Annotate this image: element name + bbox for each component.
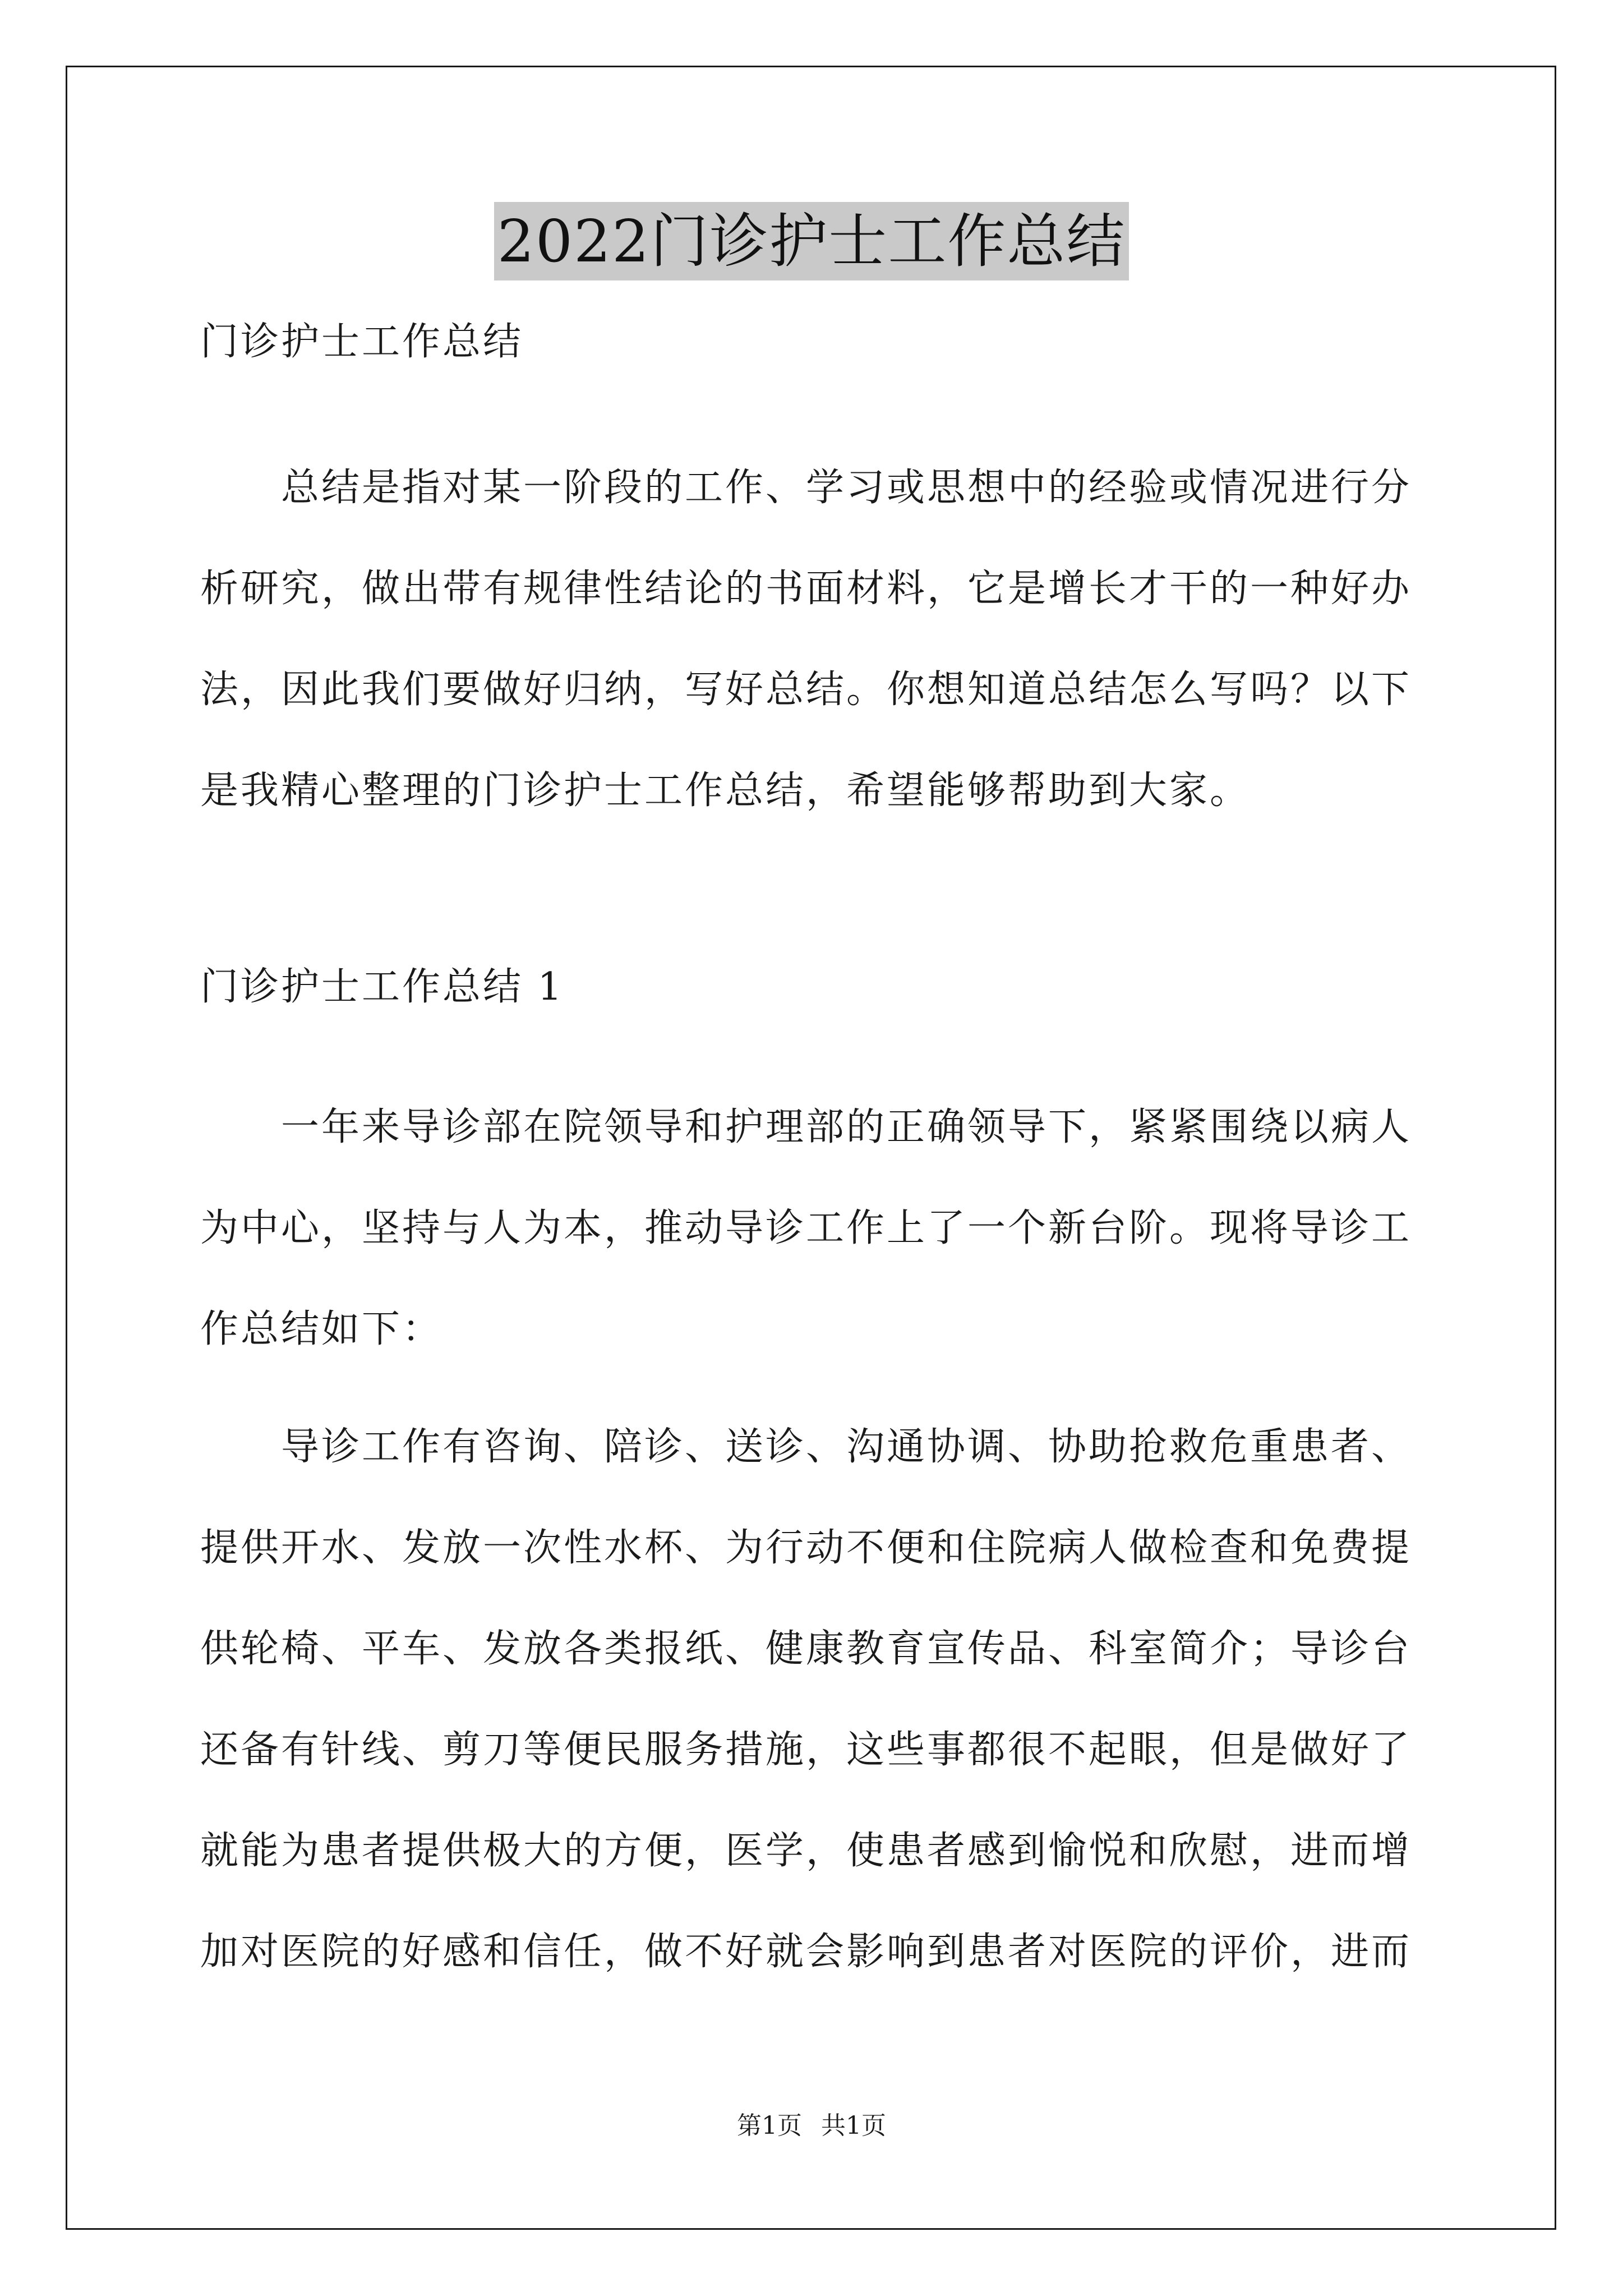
paragraph-line: 供轮椅、平车、发放各类报纸、健康教育宣传品、科室简介；导诊台 [200, 1627, 1412, 1671]
page-total: 共1页 [821, 2111, 886, 2140]
paragraph-line: 就能为患者提供极大的方便，医学，使患者感到愉悦和欣慰，进而增 [200, 1829, 1412, 1873]
paragraph-line: 一年来导诊部在院领导和护理部的正确领导下，紧紧围绕以病人 [200, 1105, 1412, 1149]
paragraph-line: 作总结如下： [200, 1307, 443, 1351]
paragraph-line: 加对医院的好感和信任，做不好就会影响到患者对医院的评价，进而 [200, 1930, 1412, 1974]
paragraph-line: 还备有针线、剪刀等便民服务措施，这些事都很不起眼，但是做好了 [200, 1728, 1412, 1772]
paragraph-line: 为中心，坚持与人为本，推动导诊工作上了一个新台阶。现将导诊工 [200, 1206, 1412, 1250]
intro-line: 总结是指对某一阶段的工作、学习或思想中的经验或情况进行分 [200, 466, 1412, 510]
page-footer [0, 2109, 1623, 2143]
subtitle: 门诊护士工作总结 [200, 320, 524, 364]
page-number: 第1页 [737, 2111, 802, 2140]
paragraph-line: 提供开水、发放一次性水杯、为行动不便和住院病人做检查和免费提 [200, 1526, 1412, 1570]
title-container [0, 202, 1623, 280]
intro-line: 析研究，做出带有规律性结论的书面材料，它是增长才干的一种好办 [200, 567, 1412, 611]
document-title: 2022门诊护士工作总结 [494, 202, 1129, 280]
section-heading: 门诊护士工作总结 1 [200, 965, 564, 1009]
intro-line: 法，因此我们要做好归纳，写好总结。你想知道总结怎么写吗？以下 [200, 668, 1412, 712]
intro-line: 是我精心整理的门诊护士工作总结，希望能够帮助到大家。 [200, 769, 1251, 813]
paragraph-line: 导诊工作有咨询、陪诊、送诊、沟通协调、协助抢救危重患者、 [200, 1425, 1412, 1469]
